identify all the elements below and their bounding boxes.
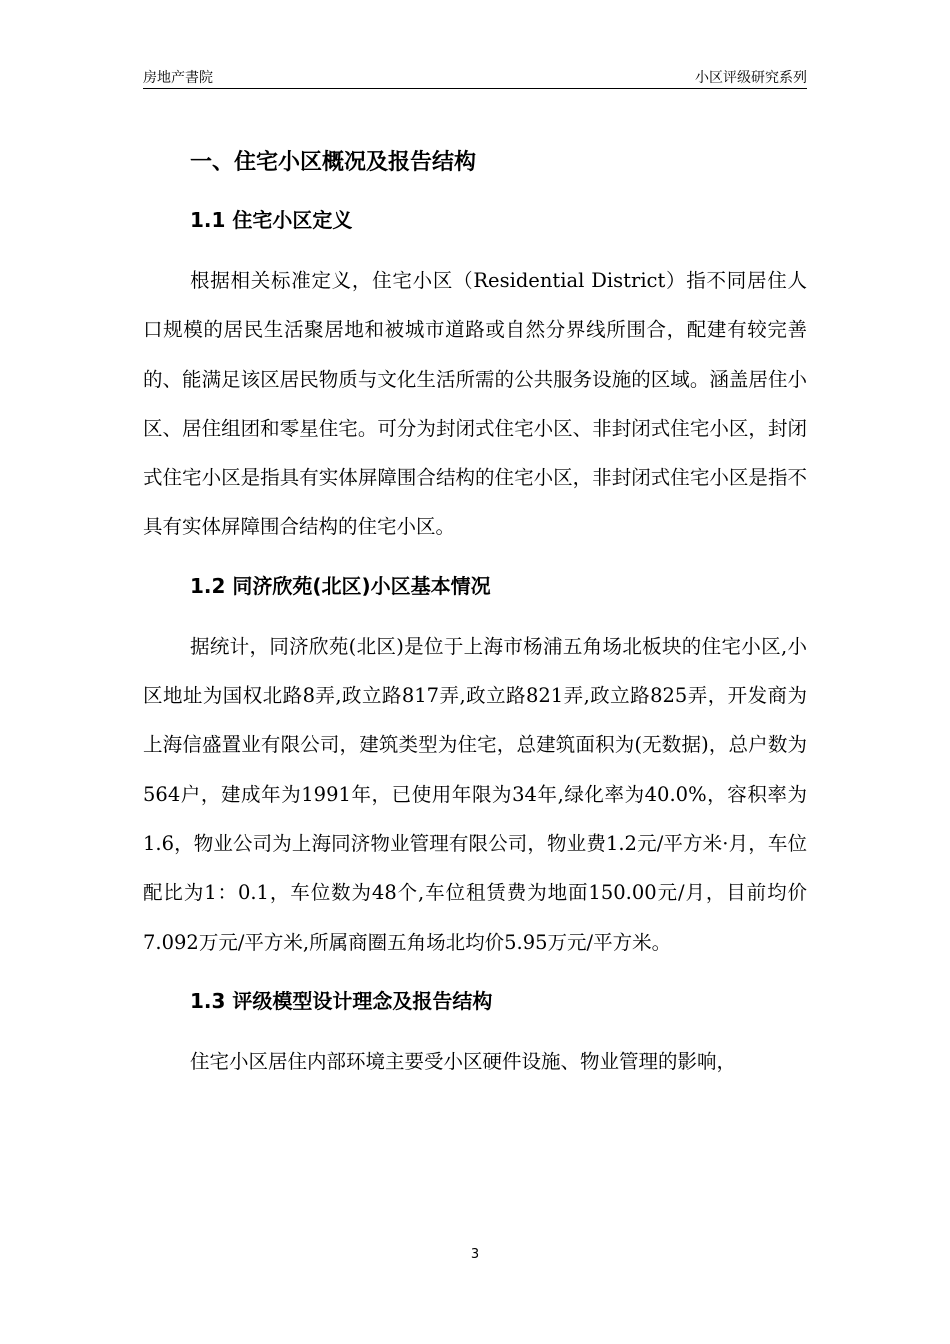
page-header xyxy=(143,66,807,89)
section-1-2-paragraph: 据统计，同济欣苑(北区)是位于上海市杨浦五角场北板块的住宅小区,小区地址为国权北路8弄,政立路817弄,政立路821弄,政立路825弄，开发商为上海信盛置业有限公司，建筑类型为住宅，总建筑面积为(无数据)，总户数为564户，建成年为1991年，已使用年限为34年,绿化率为40.0%，容积率为1.6，物业公司为上海同济物业管理有限公司，物业费1.2元/平方米·月，车位配比为1：0.1，车位数为48个,车位租赁费为地面150.00元/月，目前均价7.092万元/平方米,所属商圈五角场北均价5.95万元/平方米。 xyxy=(143,634,807,954)
document-body xyxy=(143,140,807,1086)
header-series-title: 小区评级研究系列 xyxy=(695,70,807,86)
section-1-2-heading: 1.2 同济欣苑(北区)小区基本情况 xyxy=(190,573,491,598)
section-1-1-paragraph: 根据相关标准定义，住宅小区（Residential District）指不同居住人口规模的居民生活聚居地和被城市道路或自然分界线所围合，配建有较完善的、能满足该区居民物质与文化生活所需的公共服务设施的区域。涵盖居住小区、居住组团和零星住宅。可分为封闭式住宅小区、非封闭式住宅小区，封闭式住宅小区是指具有实体屏障围合结构的住宅小区，非封闭式住宅小区是指不具有实体屏障围合结构的住宅小区。 xyxy=(143,269,807,539)
section-1-1-heading: 1.1 住宅小区定义 xyxy=(190,208,353,232)
page-number: 3 xyxy=(470,1247,480,1262)
section-1-heading: 一、住宅小区概况及报告结构 xyxy=(190,150,477,175)
section-1-3-paragraph: 住宅小区居住内部环境主要受小区硬件设施、物业管理的影响， xyxy=(190,1049,737,1073)
header-publisher: 房地产書院 xyxy=(143,70,213,86)
section-1-3-heading: 1.3 评级模型设计理念及报告结构 xyxy=(190,988,493,1013)
